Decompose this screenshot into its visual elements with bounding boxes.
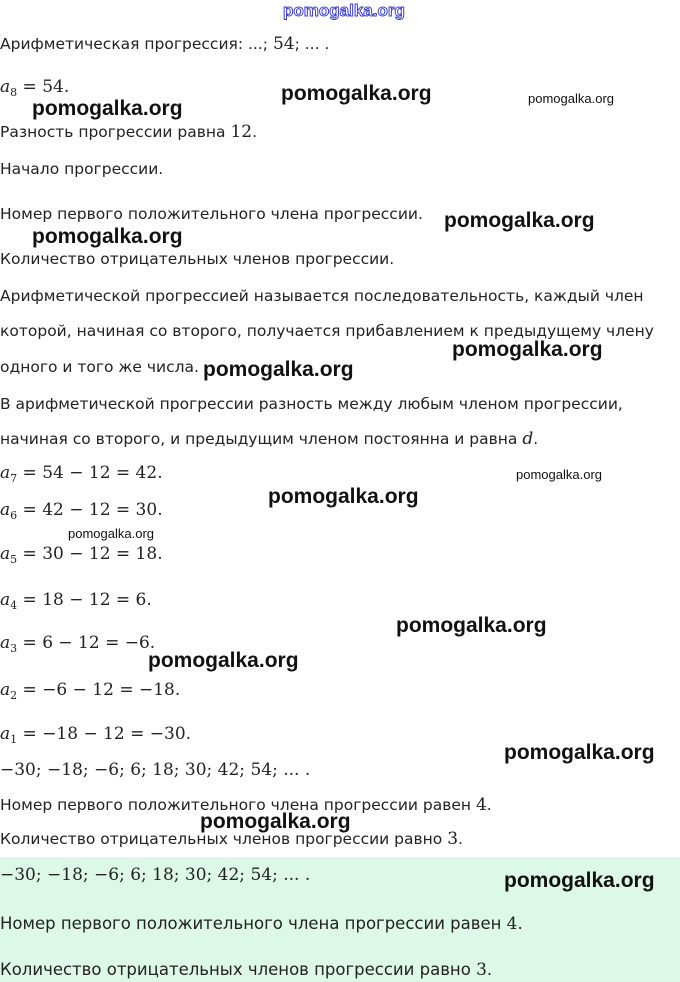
text: Номер первого положительного члена прогрессии равен: [0, 914, 507, 933]
watermark: pomogalka.org: [528, 91, 614, 106]
expr: = 54.: [17, 77, 70, 97]
watermark: pomogalka.org: [148, 649, 299, 672]
number: 3: [476, 960, 487, 980]
definition-line: одного и того же числа.: [0, 358, 199, 376]
answer-sequence: −30; −18; −6; 6; 18; 30; 42; 54; ... .: [0, 865, 311, 885]
expr: = 18 − 12 = 6.: [17, 590, 152, 610]
math-a5: [0, 544, 163, 570]
question-3: Количество отрицательных членов прогрессии.: [0, 250, 395, 268]
watermark: pomogalka.org: [452, 338, 603, 361]
sub: 2: [10, 689, 18, 702]
math-a7: [0, 463, 163, 489]
sub: 3: [10, 642, 18, 655]
watermark: pomogalka.org: [203, 358, 354, 381]
text: Разность прогрессии равна: [0, 123, 231, 141]
math-a6: [0, 500, 163, 526]
var: a: [0, 544, 11, 564]
watermark: pomogalka.org: [32, 225, 183, 248]
sub: 7: [10, 472, 18, 485]
expr: = −6 − 12 = −18.: [17, 680, 181, 700]
var: a: [0, 724, 11, 744]
watermark: pomogalka.org: [68, 526, 154, 541]
definition-line: Арифметической прогрессией называется последовательность, каждый член: [0, 287, 644, 305]
var: a: [0, 680, 11, 700]
difference-line: Разность прогрессии равна 12.: [0, 122, 258, 142]
definition-line: начиная со второго, и предыдущим членом постоянна и равна d.: [0, 429, 539, 449]
text: Количество отрицательных членов прогрессии равно: [0, 960, 477, 979]
text: ; ... .: [294, 35, 330, 53]
watermark: pomogalka.org: [268, 485, 419, 508]
problem-statement: [0, 34, 329, 54]
expr: = 30 − 12 = 18.: [17, 544, 163, 564]
number: 3: [447, 829, 459, 849]
number: 12: [230, 122, 253, 142]
var: a: [0, 500, 11, 520]
expr: = 6 − 12 = −6.: [17, 633, 156, 653]
definition-line: которой, начиная со второго, получается прибавлением к предыдущему члену: [0, 322, 654, 340]
number: 4: [475, 795, 487, 815]
answer-result-2: Количество отрицательных членов прогрессии равно 3.: [0, 960, 493, 980]
watermark: pomogalka.org: [396, 614, 547, 637]
number: 4: [506, 914, 518, 934]
watermark: pomogalka.org: [516, 467, 602, 482]
sequence: −30; −18; −6; 6; 18; 30; 42; 54; ... .: [0, 760, 311, 780]
var: d: [522, 429, 534, 449]
math-a4: [0, 590, 152, 616]
var: a: [0, 590, 11, 610]
watermark: pomogalka.org: [444, 209, 595, 232]
var: a: [0, 463, 11, 483]
sub: 5: [10, 553, 18, 566]
question-2: Номер первого положительного члена прогрессии.: [0, 205, 423, 223]
number: 54: [272, 34, 295, 54]
sub: 6: [10, 509, 18, 522]
watermark: pomogalka.org: [200, 810, 351, 833]
expr: = 54 − 12 = 42.: [17, 463, 163, 483]
text: Номер первого положительного члена прогрессии равен: [0, 796, 476, 814]
text: Количество отрицательных членов прогрессии равно: [0, 830, 448, 848]
definition-line: В арифметической прогрессии разность между любым членом прогрессии,: [0, 395, 623, 413]
text: Арифметическая прогрессия: ...;: [0, 35, 273, 53]
result-1: Номер первого положительного члена прогрессии равен 4.: [0, 795, 492, 815]
watermark: pomogalka.org: [504, 741, 655, 764]
var: a: [0, 633, 11, 653]
sub: 8: [10, 86, 18, 99]
sub: 4: [10, 599, 18, 612]
answer-result-1: Номер первого положительного члена прогрессии равен 4.: [0, 914, 523, 934]
sub: 1: [10, 733, 18, 746]
math-a2: [0, 680, 180, 706]
watermark: pomogalka.org: [504, 869, 655, 892]
expr: = −18 − 12 = −30.: [17, 724, 192, 744]
watermark: pomogalka.org: [32, 97, 183, 120]
question-1: Начало прогрессии.: [0, 160, 164, 178]
var: a: [0, 77, 11, 97]
header-watermark[interactable]: pomogalka.org: [283, 1, 405, 20]
result-2: Количество отрицательных членов прогрессии равно 3.: [0, 829, 463, 849]
text: начиная со второго, и предыдущим членом постоянна и равна: [0, 430, 523, 448]
math-a3: [0, 633, 155, 659]
watermark: pomogalka.org: [281, 82, 432, 105]
expr: = 42 − 12 = 30.: [17, 500, 163, 520]
math-a1: [0, 724, 191, 750]
